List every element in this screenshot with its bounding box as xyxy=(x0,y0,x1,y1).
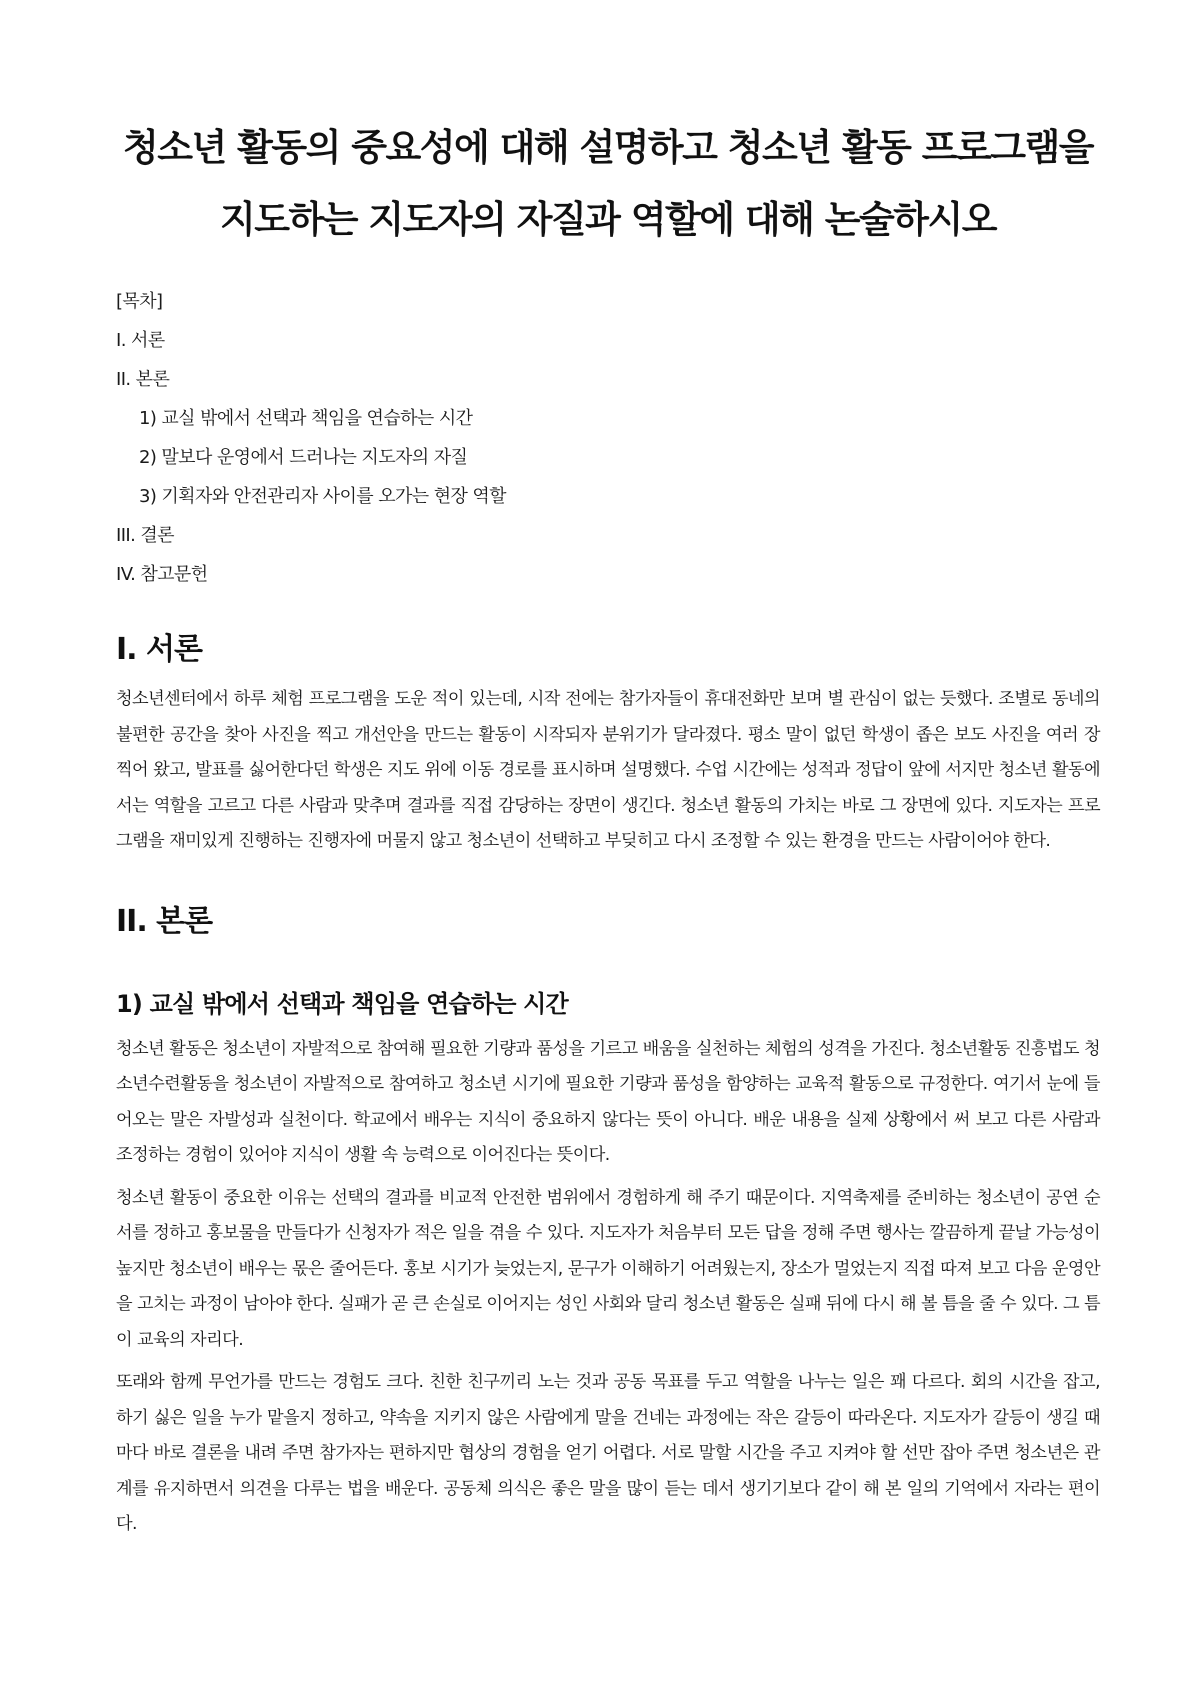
section-heading-intro: I. 서론 xyxy=(116,632,202,667)
title-line-2: 지도하는 지도자의 자질과 역할에 대해 논술하시오 xyxy=(220,198,996,241)
body-paragraph: 청소년 활동은 청소년이 자발적으로 참여해 필요한 기량과 품성을 기르고 배움을 실천하는 체험의 성격을 가진다. 청소년활동 진흥법도 청소년수련활동을 청소년이 자발적으로 참여하고 청소년 시기에 필요한 기량과 품성을 함양하는 교육적 활동으로 규정한다. 여기서 눈에 들어오는 말은 자발성과 실천이다. 학교에서 배우는 지식이 중요하지 않다는 뜻이 아니다. 배운 내용을 실제 상황에서 써 보고 다른 사람과 조정하는 경험이 있어야 지식이 생활 속 능력으로 이어진다는 뜻이다. xyxy=(116,1038,1100,1165)
title-line-1: 청소년 활동의 중요성에 대해 설명하고 청소년 활동 프로그램을 xyxy=(123,126,1093,169)
document-title xyxy=(116,112,1100,256)
intro-paragraph: 청소년센터에서 하루 체험 프로그램을 도운 적이 있는데, 시작 전에는 참가자들이 휴대전화만 보며 별 관심이 없는 듯했다. 조별로 동네의 불편한 공간을 찾아 사진을 찍고 개선안을 만드는 활동이 시작되자 분위기가 달라졌다. 평소 말이 없던 학생이 좁은 보도 사진을 여러 장 찍어 왔고, 발표를 싫어한다던 학생은 지도 위에 이동 경로를 표시하며 설명했다. 수업 시간에는 성적과 정답이 앞에 서지만 청소년 활동에서는 역할을 고르고 다른 사람과 맞추며 결과를 직접 감당하는 장면이 생긴다. 청소년 활동의 가치는 바로 그 장면에 있다. 지도자는 프로그램을 재미있게 진행하는 진행자에 머물지 않고 청소년이 선택하고 부딪히고 다시 조정할 수 있는 환경을 만드는 사람이어야 한다. xyxy=(116,689,1100,851)
toc-item-body: II. 본론 xyxy=(116,369,170,390)
body-paragraph: 청소년 활동이 중요한 이유는 선택의 결과를 비교적 안전한 범위에서 경험하게 해 주기 때문이다. 지역축제를 준비하는 청소년이 공연 순서를 정하고 홍보물을 만들다가 신청자가 적은 일을 겪을 수 있다. 지도자가 처음부터 모든 답을 정해 주면 행사는 깔끔하게 끝날 가능성이 높지만 청소년이 배우는 몫은 줄어든다. 홍보 시기가 늦었는지, 문구가 이해하기 어려웠는지, 장소가 멀었는지 직접 따져 보고 다음 운영안을 고치는 과정이 남아야 한다. 실패가 곧 큰 손실로 이어지는 성인 사회와 달리 청소년 활동은 실패 뒤에 다시 해 볼 틈을 줄 수 있다. 그 틈이 교육의 자리다. xyxy=(116,1187,1100,1350)
toc-item-intro: I. 서론 xyxy=(116,330,165,351)
subsection-heading-1: 1) 교실 밖에서 선택과 책임을 연습하는 시간 xyxy=(116,989,568,1018)
toc-item-body-2: 2) 말보다 운영에서 드러나는 지도자의 자질 xyxy=(139,447,468,468)
section-heading-body: II. 본론 xyxy=(116,903,213,939)
body-paragraph: 또래와 함께 무언가를 만드는 경험도 크다. 친한 친구끼리 노는 것과 공동 목표를 두고 역할을 나누는 일은 꽤 다르다. 회의 시간을 잡고, 하기 싫은 일을 누가 맡을지 정하고, 약속을 지키지 않은 사람에게 말을 건네는 과정에는 작은 갈등이 따라온다. 지도자가 갈등이 생길 때마다 바로 결론을 내려 주면 참가자는 편하지만 협상의 경험을 얻기 어렵다. 서로 말할 시간을 주고 지켜야 할 선만 잡아 주면 청소년은 관계를 유지하면서 의견을 다루는 법을 배운다. 공동체 의식은 좋은 말을 많이 듣는 데서 생기기보다 같이 해 본 일의 기억에서 자라는 편이다. xyxy=(116,1372,1100,1534)
document-page xyxy=(116,112,1100,1543)
toc-label: [목차] xyxy=(116,291,163,312)
table-of-contents xyxy=(116,282,1100,594)
toc-item-references: IV. 참고문헌 xyxy=(116,564,208,585)
toc-item-conclusion: III. 결론 xyxy=(116,525,174,546)
toc-item-body-1: 1) 교실 밖에서 선택과 책임을 연습하는 시간 xyxy=(139,408,473,429)
toc-item-body-3: 3) 기획자와 안전관리자 사이를 오가는 현장 역할 xyxy=(139,486,506,507)
